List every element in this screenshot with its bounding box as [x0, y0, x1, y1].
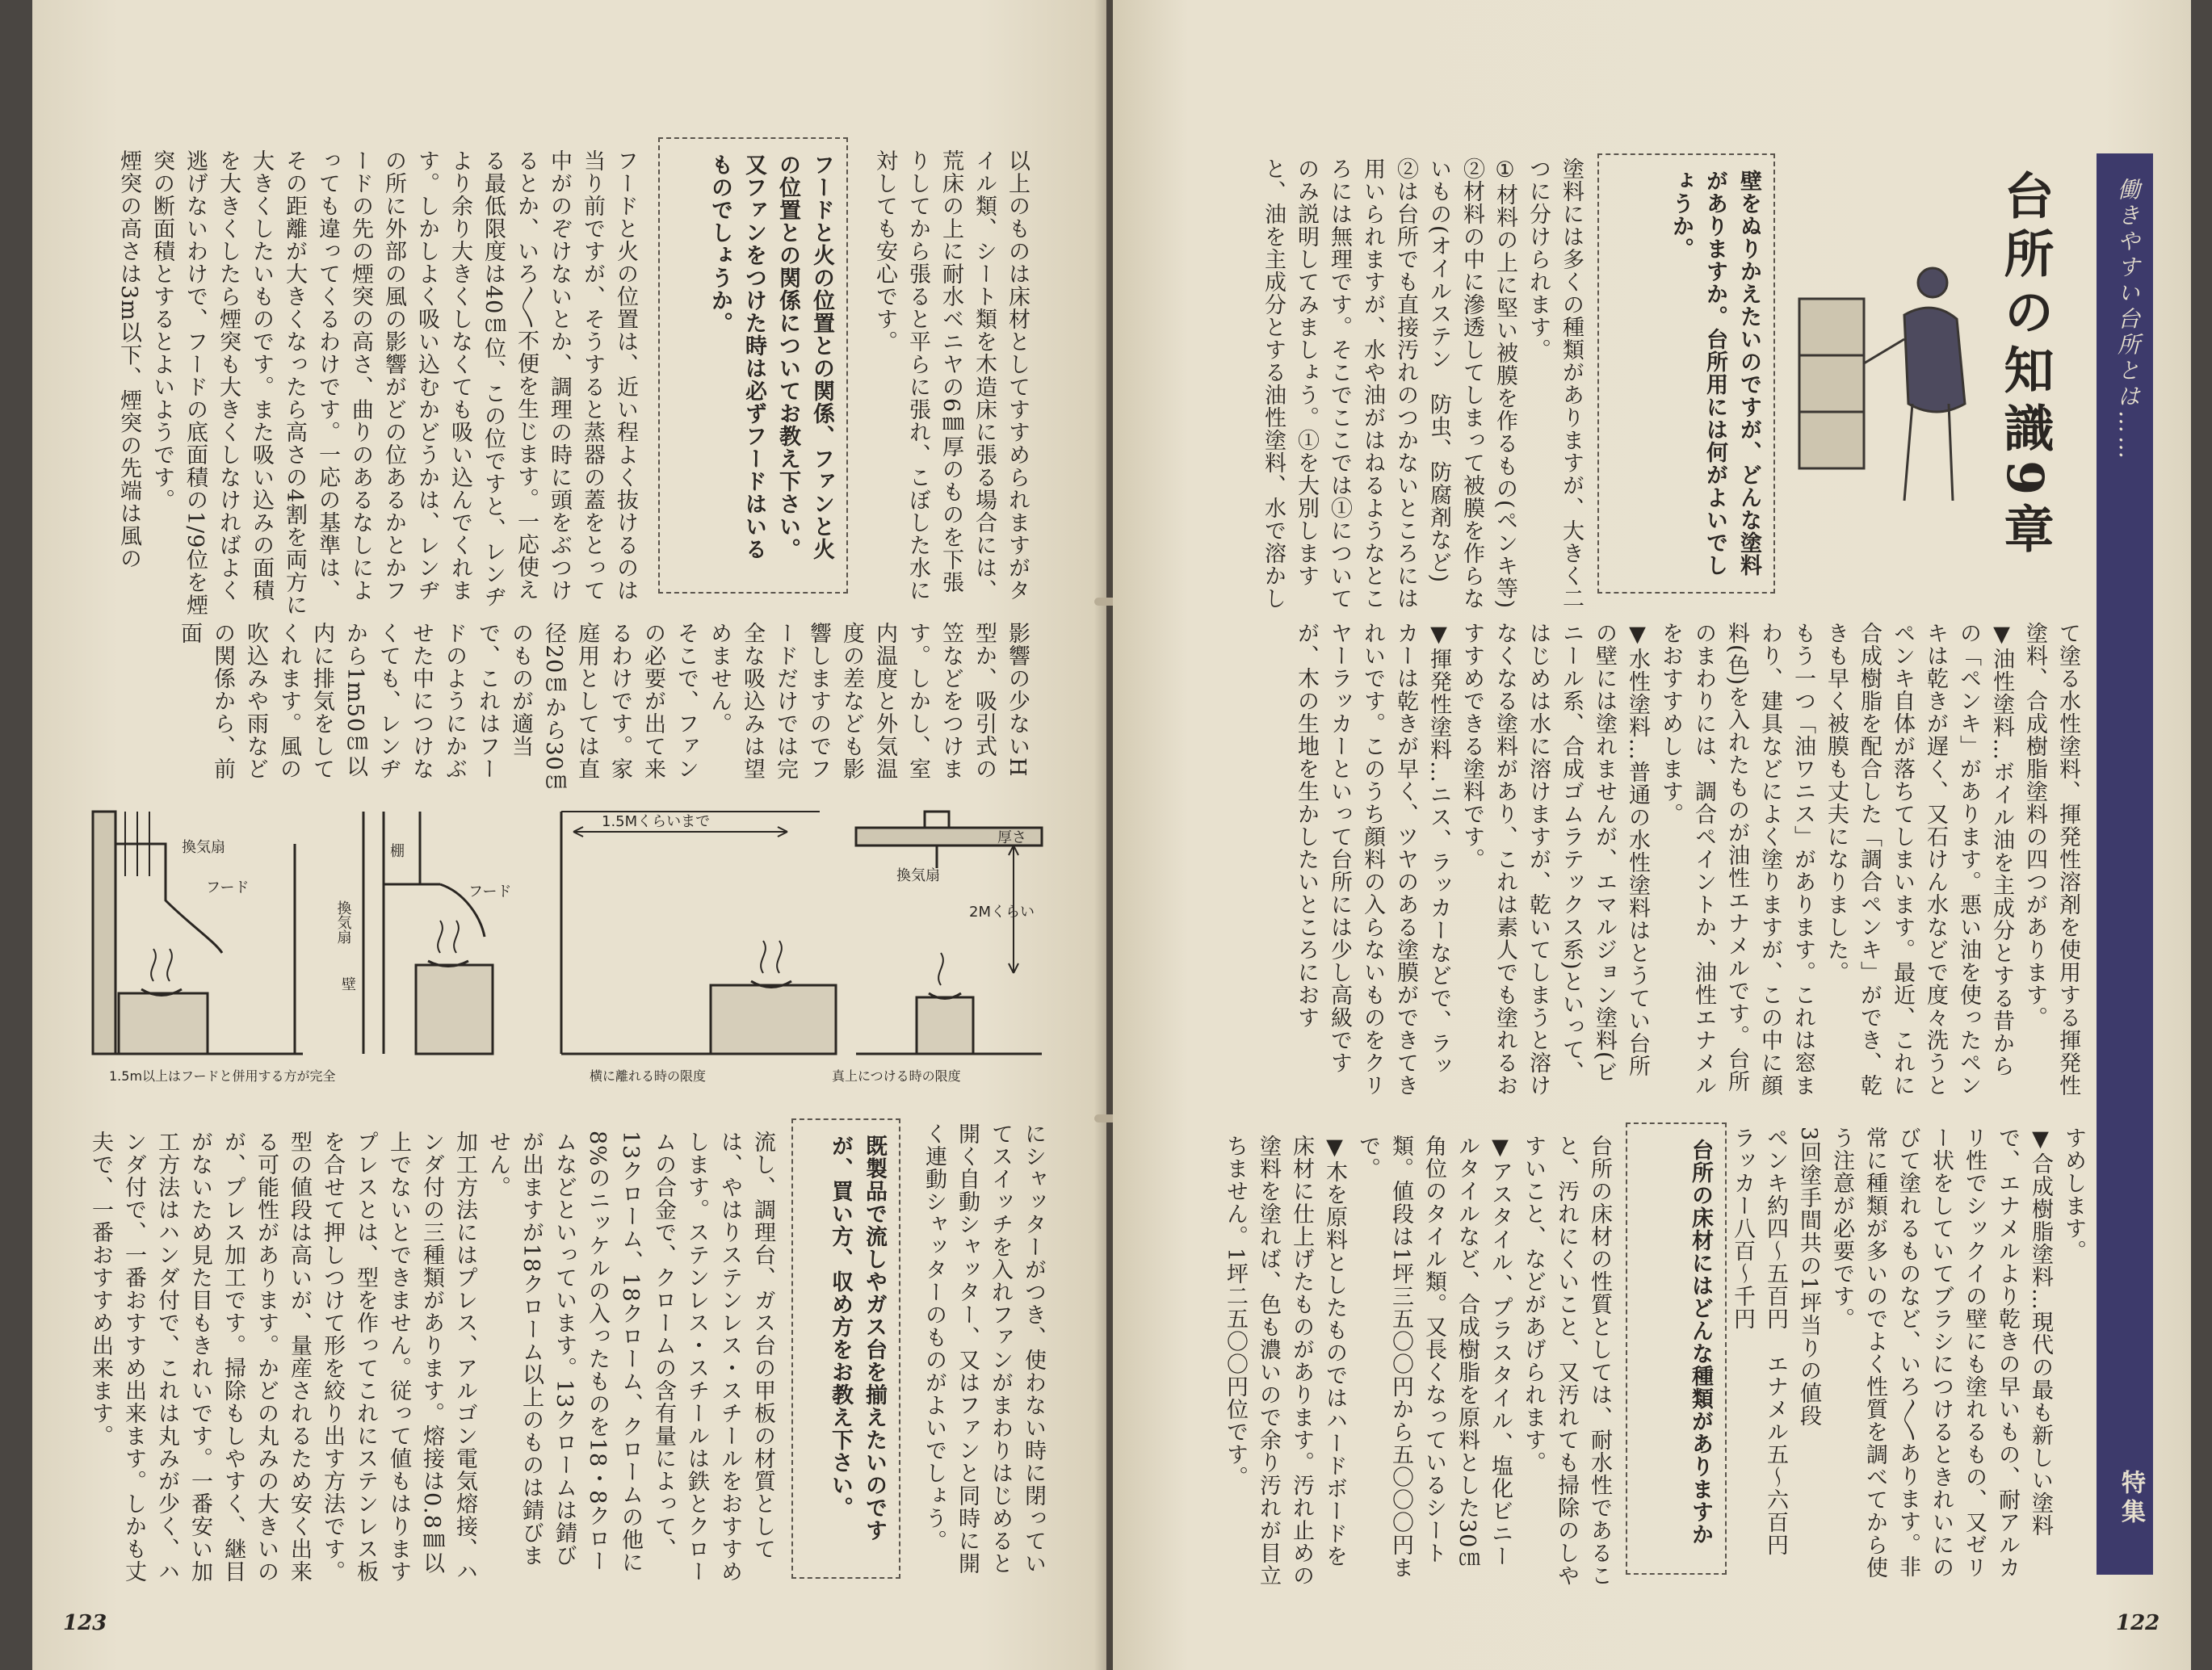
- label-distance-side: 1.5Mくらいまで: [602, 813, 711, 830]
- right-col-b: すめします。 ▼合成樹脂塗料…現代の最も新しい塗料で、エナメルより乾きの早いもの、耐アルカリ性でシックイの壁にも塗れるもの、又ゼリー状をしていてブラシにつけるときれいにのびて塗れるものなど、いろ〳〵あります。非常に種類が多いのでよく性質を調べてから使う注意が必要です。 3回塗手間共の1坪当りの値段 ペンキ約四〜五百円 エナメル五〜六百円 ラッカー八百〜千円: [1730, 1127, 2086, 1579]
- article-title: 台所の知識9章: [1996, 170, 2055, 562]
- series-band-text: 働きやすい台所とは……: [2114, 178, 2141, 462]
- label-hood-2: フード: [468, 883, 512, 900]
- diagram-side-limit: [561, 812, 836, 1054]
- label-fan-2: 換気扇: [334, 900, 352, 944]
- label-wall: 壁: [342, 976, 356, 993]
- label-fan-4: 換気扇: [896, 867, 940, 884]
- question-box-floor: 台所の床材にはどんな種類がありますか: [1626, 1122, 1727, 1575]
- diagram-overhead-limit: [856, 812, 1042, 1054]
- label-fan-1: 換気扇: [182, 839, 225, 856]
- left-col-a: 以上のものは床材としてすすめられますがタイル類、シート類を木造床に張る場合には、荒床の上に耐水ベニヤの6㎜厚のものを下張りしてから張ると平らに張れ、こぼした水に対しても安心です。: [872, 149, 1030, 602]
- diagram-wall-fan: [363, 812, 493, 1054]
- special-feature-label: 特集: [2117, 1470, 2145, 1528]
- caption-diagram-1: 1.5m以上はフードと併用する方が完全: [109, 1068, 336, 1084]
- question-box-paint: 壁をぬりかえたいのですが、どんな塗料がありますか。台所用には何がよいでしょうか。: [1597, 153, 1775, 594]
- page-number-right: 122: [2116, 1611, 2160, 1635]
- right-col-a: て塗る水性塗料、揮発性溶剤を使用する揮発性塗料、合成樹脂塗料の四つがあります。 ▼油性塗料…ボイル油を主成分とする昔からの「ペンキ」があります。悪い油を使ったペンキは乾きが遅く、又石けん水などで度々洗うとペンキ自体が落ちてしまいます。最近、これに合成樹脂を配合した「調合ペンキ」ができ、乾きも早く被膜も丈夫になりました。 もう一つ「油ワニス」があります。これは窓まわり、建具などによく塗りますが、この中に顔料(色)を入れたものが油性エナメルです。台所のまわりには、調合ペイントか、油性エナメルをおすすめします。 ▼水性塗料…普通の水性塗料はとうてい台所の壁には塗れませんが、エマルジョン塗料(ビニール系、合成ゴムラテックス系)といって、はじめは水に溶けますが、乾いてしまうと溶けなくなる塗料があり、これは素人でも塗れるおすすめできる塗料です。 ▼揮発性塗料…ニス、ラッカーなどで、ラッカーは乾きが早く、ツヤのある塗膜ができてきれいです。このうち顔料の入らないものをクリヤーラッカーといって台所には少し高級ですが、木の生地を生かしたいところにおす: [1294, 622, 2080, 1097]
- label-hood-1: フード: [206, 879, 250, 896]
- right-page: [1113, 0, 2191, 1670]
- label-shelf: 棚: [390, 843, 405, 860]
- left-col-d: にシャッターがつき、使わない時に閉っていてスイッチを入れファンがまわりはじめると開く自動シャッター、又はファンと同時に開く連動シャッターのものがよいでしょう。: [921, 1122, 1046, 1575]
- caption-diagram-3: 真上につける時の限度: [832, 1068, 961, 1084]
- right-q2-body: 台所の床材の性質としては、耐水性であること、汚れにくいこと、又汚れても掃除のしやすいこと、などがあげられます。 ▼アスタイル、プラスタイル、塩化ビニールタイルなど、合成樹脂を原料とした30㎝角位のタイル類。又長くなっているシート類。値段は1坪三五〇〇円から五〇〇〇円まで。 ▼木を原料としたものではハードボードを床材に仕上げたものがあります。汚れ止めの塗料を塗れば、色も濃いので余り汚れが目立ちません。1坪二五〇〇円位です。: [1223, 1135, 1612, 1587]
- left-col-c: 影響の少ないH型か、吸引式の笠などをつけます。しかし、室内温度と外気温度の差なども影響しますのでフードだけでは完全な吸込みは望めません。 そこで、ファンの必要が出て来るわけです。家庭用としては直径20㎝から30㎝のものが適当で、これはフードのようにかぶせた中につけなくても、レンヂから1m50㎝以内に排気をしてくれます。風の吹込みや雨などの関係から、前面: [177, 622, 1030, 794]
- caption-diagram-2: 横に離れる時の限度: [590, 1068, 707, 1084]
- left-page: [32, 0, 1106, 1670]
- left-q4-body: 流し、調理台、ガス台の甲板の材質としては、やはりステンレス・スチールをおすすめします。ステンレス・スチールは鉄とクロームの合金で、クロームの含有量によって、13クローム、18クローム、クロームの他に8%のニッケルの入ったものを18・8クロームなどといっています。13クロームは錆びが出ますが18クローム以上のものは錆びません。 加工方法にはプレス、アルゴン電気熔接、ハンダ付の三種類があります。熔接は0.8㎜以上でないとできません。従って値もはりますプレスとは、型を作ってこれにステンレス板を合せて押しつけて形を絞り出す方法です。型の値段は高いが、量産されるため安く出来る可能性があります。かどの丸みの大きいのが、プレス加工です。掃除もしやすく、継目がないため見た目もきれいです。一番安い加工方法はハンダ付で、これは丸みが少く、ハンダ付で、一番おすすめ出来ます。しかも丈夫で、一番おすすめ出来ます。: [88, 1131, 775, 1583]
- hood-fan-diagram: [61, 795, 1062, 1086]
- label-thickness: 厚さ: [997, 829, 1026, 846]
- woman-kitchen-illustration: [1783, 258, 1985, 525]
- label-distance-up: 2Mくらい: [969, 904, 1035, 921]
- left-q3-body: フードと火の位置は、近い程よく抜けるのは当り前ですが、そうすると蒸器の蓋をとって中がのぞけないとか、調理の時に頭をぶつけるとか、いろ〳〵不便を生じます。一応使える最低限度は40㎝位、この位ですと、レンヂより余り大きくしなくても吸い込んでくれます。しかしよく吸い込むかどうかは、レンヂの所に外部の風の影響がどの位あるかとかフードの先の煙突の高さ、曲りのあるなしによっても違ってくるわけです。一応の基準は、その距離が大きくなったら高さの4割を両方に大きくしたいものです。また吸い込みの面積を大きくしたら煙突も大きくしなければよく逃げないわけで、フードの底面積の1/9位を煙突の断面積とするとよいようです。 煙突の高さは3m以下、煙突の先端は風の: [116, 149, 638, 617]
- question-box-hood: フードと火の位置との関係、ファンと火の位置との関係についてお教え下さい。又ファンをつけた時は必ずフードはいるものでしょうか。: [658, 137, 848, 594]
- series-band: [2097, 153, 2153, 1575]
- page-number-left: 123: [63, 1611, 107, 1635]
- right-q1-body: 塗料には多くの種類がありますが、大きく二つに分けられます。 ①材料の上に堅い被膜を作るもの(ペンキ等) ②材料の中に滲透してしまって被膜を作らないもの(オイルステン 防虫、防腐剤など) ②は台所でも直接汚れのつかないところには用いられますが、水や油がはねるようなところには無理です。そこでここでは①についてのみ説明してみましょう。①を大別しますと、油を主成分とする油性塗料、水で溶かし: [1261, 157, 1584, 610]
- question-box-sink: 既製品で流しやガス台を揃えたいのですが、買い方、収め方をお教え下さい。: [791, 1118, 900, 1579]
